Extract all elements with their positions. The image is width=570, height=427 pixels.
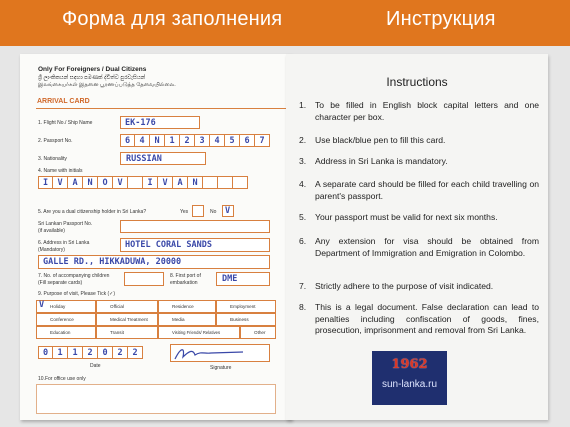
passport-cell: 4 [135,134,150,147]
date-cell: 1 [53,346,68,359]
instruction-item: 8. This is a legal document. False declaration can lead to penalties including confiscation of goods, fines, prosecution, imprisonment and removal from Sri Lanka. [299,302,539,335]
address-line1-field[interactable] [120,238,270,252]
purpose-media[interactable]: Media [158,313,216,326]
address-line1-value: HOTEL CORAL SANDS [125,240,212,250]
address-line2-field[interactable] [38,255,270,269]
logo-site: sun-lanka.ru [381,379,438,390]
dual-no-mark: V [225,206,231,216]
date-label: Date [90,363,101,369]
passport-cell: N [150,134,165,147]
purpose-education[interactable]: Education [36,326,96,339]
children-field[interactable] [124,272,164,286]
first-port-field[interactable] [216,272,270,286]
instruction-item: 4. A separate card should be filled for each child travelling on parent's passport. [299,179,539,201]
name-cell: V [53,176,68,189]
instruction-item: 7. Strictly adhere to the purpose of visit indicated. [299,281,494,291]
date-cell: 0 [38,346,53,359]
signature-field[interactable] [170,344,270,362]
instruction-item: 2. Use black/blue pen to fill this card. [299,135,446,145]
name-cell: I [38,176,53,189]
purpose-business[interactable]: Business [216,313,276,326]
flight-value: EK-176 [125,118,156,128]
passport-cell: 4 [210,134,225,147]
purpose-mark: V [39,300,45,310]
instructions-title: Instructions [386,75,448,89]
office-label: 10.For office use only [38,376,86,382]
instructions-heading: Инструкция [386,8,496,30]
first-port-sub: embarkation [170,280,198,286]
passport-field[interactable] [120,134,270,147]
name-cell: N [83,176,98,189]
name-cell: N [188,176,203,189]
dual-yes-label: Yes [180,209,189,215]
card-header-sinhala: ශ්‍රී ලාංකිකයන් සඳහා පමණක් ද්විත්ව පුරවැසියන් [38,75,146,81]
passport-cell: 6 [240,134,255,147]
purpose-transit[interactable]: Transit [96,326,158,339]
purpose-official[interactable]: Official [96,300,158,313]
address-sub: (Mandatory) [38,247,65,253]
card-header-tamil: இலங்கையர்கள் இதனை பூரணப்படுத்த தேவையில்லை. [38,82,176,88]
passport-cell: 3 [195,134,210,147]
signature-label: Signature [210,365,232,371]
name-cell: A [68,176,83,189]
first-port-label: 8. First port of [170,273,201,279]
nationality-value: RUSSIAN [126,154,162,164]
address-label: 6. Address in Sri Lanka [38,240,90,246]
passport-label: 2. Passport No. [38,138,73,144]
name-cell [128,176,143,189]
passport-cell: 1 [165,134,180,147]
purpose-label: 9. Purpose of visit, Please Tick (✓) [38,291,115,297]
name-cell [218,176,233,189]
passport-cell: 2 [180,134,195,147]
form-title: Форма для заполнения [62,8,283,30]
nationality-field[interactable] [120,152,206,165]
sl-passport-sub: (if available) [38,228,65,234]
name-cell: A [173,176,188,189]
name-cell: I [143,176,158,189]
passport-cell: 5 [225,134,240,147]
first-port-value: DME [222,274,238,284]
purpose-conference[interactable]: Conference [36,313,96,326]
name-field[interactable] [38,176,248,189]
flight-field[interactable] [120,116,200,129]
card-title: ARRIVAL CARD [37,98,90,105]
office-box [36,384,276,414]
dual-no-checkbox[interactable] [222,205,234,217]
title-rule [36,108,286,109]
instruction-item: 6. Any extension for visa should be obtained from Department of Immigration and Emigration in Colombo. [299,236,539,258]
dual-no-label: No [210,209,217,215]
logo-year: 1962 [391,357,428,372]
date-cell: 2 [83,346,98,359]
dual-yes-checkbox[interactable] [192,205,204,217]
purpose-employment[interactable]: Employment [216,300,276,313]
date-cell: 2 [128,346,143,359]
signature-scribble [171,345,271,363]
purpose-visiting[interactable]: Visiting Friends/ Relatives [158,326,240,339]
passport-cell: 6 [120,134,135,147]
children-label: 7. No. of accompanying children [38,273,110,279]
name-label: 4. Name with initials [38,168,83,174]
instruction-item: 1. To be filled in English block capital letters and one character per box. [299,100,539,122]
address-line2-value: GALLE RD., HIKKADUWA, 20000 [43,257,182,267]
passport-cell: 7 [255,134,270,147]
sl-passport-label: Sri Lankan Passport No. [38,221,93,227]
name-cell: V [113,176,128,189]
purpose-holiday[interactable]: V Holiday [36,300,96,313]
top-banner [0,0,570,46]
site-logo[interactable] [372,351,447,405]
purpose-other[interactable]: Other [240,326,276,339]
name-cell [203,176,218,189]
date-cell: 1 [68,346,83,359]
purpose-residence[interactable]: Residence [158,300,216,313]
purpose-medical[interactable]: Medical Treatment [96,313,158,326]
name-cell: V [158,176,173,189]
date-field[interactable] [38,346,143,359]
name-cell [233,176,248,189]
flight-label: 1. Flight No./ Ship Name [38,120,93,126]
date-cell: 0 [98,346,113,359]
arrival-card [20,54,292,420]
children-sub: (Fill separate cards) [38,280,83,286]
instruction-item: 5. Your passport must be valid for next six months. [299,212,498,222]
sl-passport-field[interactable] [120,220,270,233]
date-cell: 2 [113,346,128,359]
dual-label: 5. Are you a dual citizenship holder in Sri Lanka? [38,209,147,215]
instruction-item: 3. Address in Sri Lanka is mandatory. [299,156,448,166]
nationality-label: 3. Nationality [38,156,67,162]
instructions-panel [286,54,548,420]
name-cell: O [98,176,113,189]
card-header-english: Only For Foreigners / Dual Citizens [38,66,147,73]
